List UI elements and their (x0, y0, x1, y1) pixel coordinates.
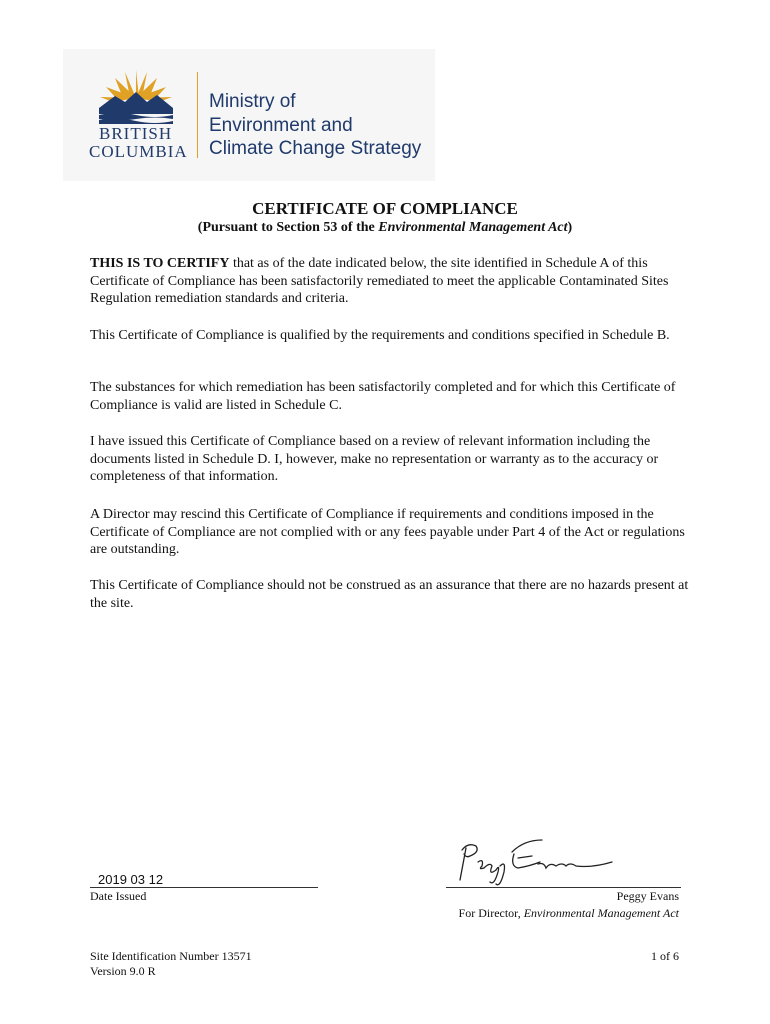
ministry-line-3: Climate Change Strategy (209, 138, 422, 159)
date-issued-label: Date Issued (90, 889, 147, 903)
certify-text: that as of the date indicated below, the site identified in Schedule A of this Certificate of Compliance has been satisfactorily remediated to meet the applicable Contaminated Sites Regulation remediation standards and criteria. (90, 256, 669, 307)
signer-title-prefix: For Director, (458, 906, 524, 920)
logo-columbia: COLUMBIA (89, 142, 188, 161)
ministry-line-2: Environment and (209, 114, 353, 136)
certify-lead: THIS IS TO CERTIFY (90, 256, 230, 271)
schedule-d-paragraph: I have issued this Certificate of Compliance based on a review of relevant information including the documents listed in Schedule D. I, however, make no representation or warranty as to the accuracy or completeness of that information. (90, 434, 659, 485)
signature-image (452, 832, 622, 892)
date-underline (90, 887, 318, 888)
site-id: Site Identification Number 13571 (90, 949, 252, 963)
schedule-c-paragraph: The substances for which remediation has been satisfactorily completed and for which this Certificate of Compliance is valid are listed in Schedule C. (90, 380, 676, 413)
bc-sun-mountain-emblem (95, 68, 177, 124)
signer-title-act: Environmental Management Act (523, 906, 679, 920)
signature-underline (446, 887, 681, 888)
subtitle-suffix: ) (567, 220, 573, 235)
signer-name: Peggy Evans (616, 889, 679, 903)
document-subtitle (0, 220, 770, 236)
version-label: Version 9.0 R (90, 964, 156, 978)
subtitle-prefix: (Pursuant to Section 53 of the (197, 220, 379, 235)
issue-date: 2019 03 12 (98, 872, 164, 887)
rescind-paragraph: A Director may rescind this Certificate of Compliance if requirements and conditions imposed in the Certificate of Compliance are not complied with or any fees payable under Part 4 of the Act or regulations are outstanding. (90, 507, 685, 558)
page-number: 1 of 6 (651, 949, 679, 963)
hazard-paragraph: This Certificate of Compliance should not be construed as an assurance that there are no hazards present at the site. (90, 578, 689, 611)
schedule-b-paragraph: This Certificate of Compliance is qualified by the requirements and conditions specified in Schedule B. (90, 328, 670, 343)
subtitle-act: Environmental Management Act (378, 220, 568, 235)
signer-title (459, 906, 679, 921)
document-title: CERTIFICATE OF COMPLIANCE (252, 199, 518, 218)
ministry-line-1: Ministry of (209, 91, 296, 112)
certify-paragraph (90, 255, 690, 308)
ministry-name (209, 90, 421, 161)
logo-british: BRITISH (99, 124, 173, 143)
logo-divider (197, 72, 198, 158)
